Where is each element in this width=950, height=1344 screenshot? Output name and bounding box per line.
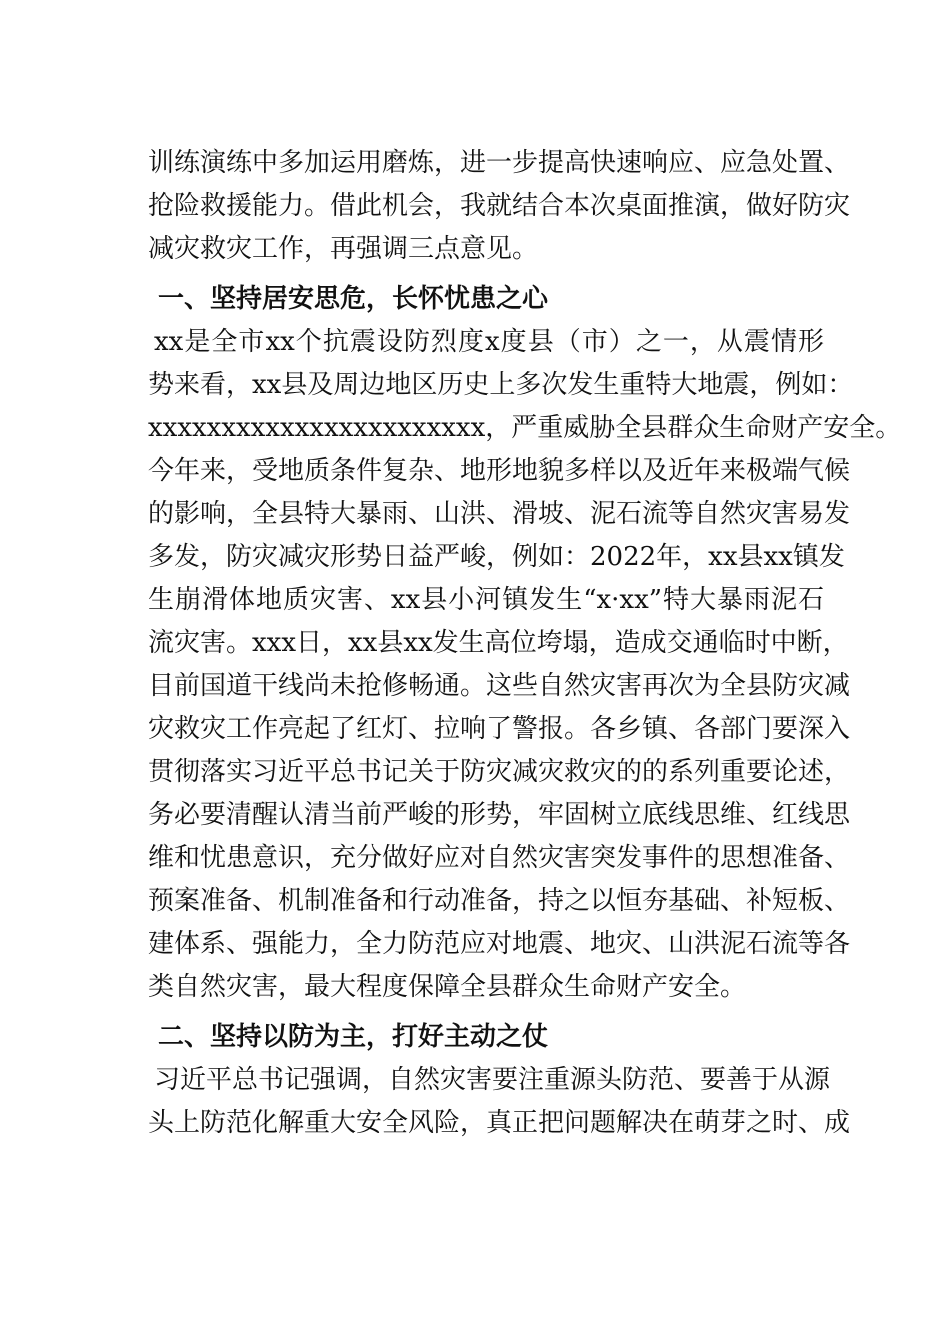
section1-line: 灾救灾工作亮起了红灯、拉响了警报。各乡镇、各部门要深入: [148, 714, 851, 744]
section-heading-2: 二、坚持以防为主，打好主动之仗: [158, 1022, 549, 1052]
section1-line: xx是全市xx个抗震设防烈度x度县（市）之一，从震情形: [154, 327, 824, 357]
section1-line: 今年来，受地质条件复杂、地形地貌多样以及近年来极端气候: [148, 456, 851, 486]
intro-line: 减灾救灾工作，再强调三点意见。: [148, 234, 539, 264]
intro-line: 训练演练中多加运用磨炼，进一步提高快速响应、应急处置、: [148, 148, 851, 178]
section2-line: 习近平总书记强调，自然灾害要注重源头防范、要善于从源: [154, 1065, 831, 1095]
section2-line: 头上防范化解重大安全风险，真正把问题解决在萌芽之时、成: [148, 1108, 851, 1138]
section1-line: 目前国道干线尚未抢修畅通。这些自然灾害再次为全县防灾减: [148, 671, 851, 701]
section1-line: 流灾害。xxx日，xx县xx发生高位垮塌，造成交通临时中断，: [148, 628, 849, 658]
section1-line: 贯彻落实习近平总书记关于防灾减灾救灾的的系列重要论述，: [148, 757, 851, 787]
section1-line: 务必要清醒认清当前严峻的形势，牢固树立底线思维、红线思: [148, 800, 851, 830]
section1-line: 的影响，全县特大暴雨、山洪、滑坡、泥石流等自然灾害易发: [148, 499, 851, 529]
section1-line: 预案准备、机制准备和行动准备，持之以恒夯基础、补短板、: [148, 886, 851, 916]
section1-line: 生崩滑体地质灾害、xx县小河镇发生“x·xx”特大暴雨泥石: [148, 585, 824, 615]
section1-line: 类自然灾害，最大程度保障全县群众生命财产安全。: [148, 972, 747, 1002]
section1-line: 势来看，xx县及周边地区历史上多次发生重特大地震，例如：: [148, 370, 854, 400]
section1-line: 维和忧患意识，充分做好应对自然灾害突发事件的思想准备、: [148, 843, 851, 873]
section-heading-1: 一、坚持居安思危，长怀忧患之心: [158, 284, 549, 314]
section1-line: xxxxxxxxxxxxxxxxxxxxxxx，严重威胁全县群众生命财产安全。: [148, 413, 902, 443]
intro-line: 抢险救援能力。借此机会，我就结合本次桌面推演，做好防灾: [148, 191, 851, 221]
section1-line: 建体系、强能力，全力防范应对地震、地灾、山洪泥石流等各: [148, 929, 851, 959]
section1-line: 多发，防灾减灾形势日益严峻，例如：2022年，xx县xx镇发: [148, 542, 845, 572]
